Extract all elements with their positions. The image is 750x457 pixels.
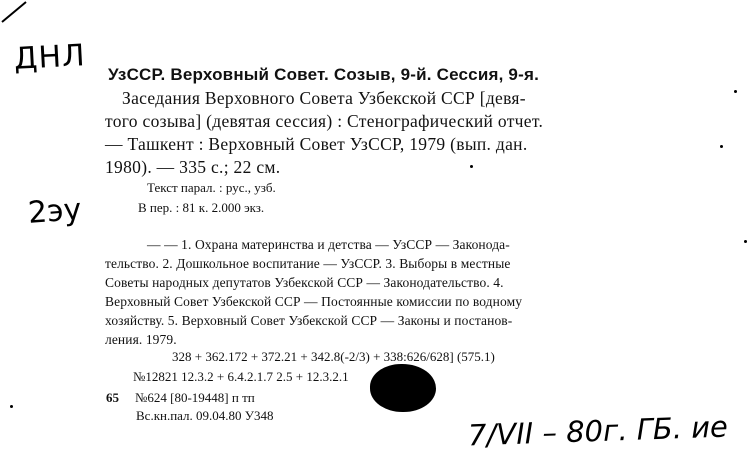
ink-speck [720,145,723,148]
subject-line-5: хозяйству. 5. Верховный Совет Узбекской ССР — Законы и постанов- [105,313,513,328]
language-note: Текст парал. : рус., узб. [147,180,276,195]
subject-line-4: Верховный Совет Узбекской ССР — Постоянные комиссии по водному [105,294,523,309]
description-line-3: — Ташкент : Верховный Совет УзССР, 1979 (вып. дан. [105,134,528,154]
description-line-1: Заседания Верховного Совета Узбекской ССР [девя- [122,88,526,108]
chamber-registration: Вс.кн.пал. 09.04.80 У348 [136,408,274,423]
price-run-note: В пер. : 81 к. 2.000 экз. [138,200,265,215]
ink-blot [370,364,436,412]
corner-stroke-mark [0,0,40,30]
registry-numbers: №12821 12.3.2 + 6.4.2.1.7 2.5 + 12.3.2.1 [133,369,349,384]
ink-speck [744,240,747,243]
card-heading: УзССР. Верховный Совет. Созыв, 9-й. Сессия, 9-я. [108,65,539,84]
ink-speck [734,90,737,93]
handwritten-margin-note: 2эу [26,192,83,231]
handwritten-date-signature: 7/VII – 80г. ГБ. ие [467,409,729,453]
subject-line-2: тельство. 2. Дошкольное воспитание — УзССР. 3. Выборы в местные [105,256,511,271]
order-prefix: 65 [106,390,119,405]
description-line-4: 1980). — 335 с.; 22 см. [105,157,281,177]
subject-line-3: Советы народных депутатов Узбекской ССР — Законодательство. 4. [105,275,504,290]
description-line-2: того созыва] (девятая сессия) : Стенографический отчет. [105,111,544,131]
ink-speck [470,165,473,168]
handwritten-code-top-left: ДНЛ [13,38,87,77]
subject-line-1: — — 1. Охрана материнства и детства — УзССР — Законода- [147,237,510,252]
subject-line-6: ления. 1979. [105,332,177,347]
classification-index: 328 + 362.172 + 372.21 + 342.8(-2/3) + 338:626/628] (575.1) [172,349,495,364]
order-number: №624 [80-19448] п тп [135,390,255,405]
ink-speck [10,405,13,408]
